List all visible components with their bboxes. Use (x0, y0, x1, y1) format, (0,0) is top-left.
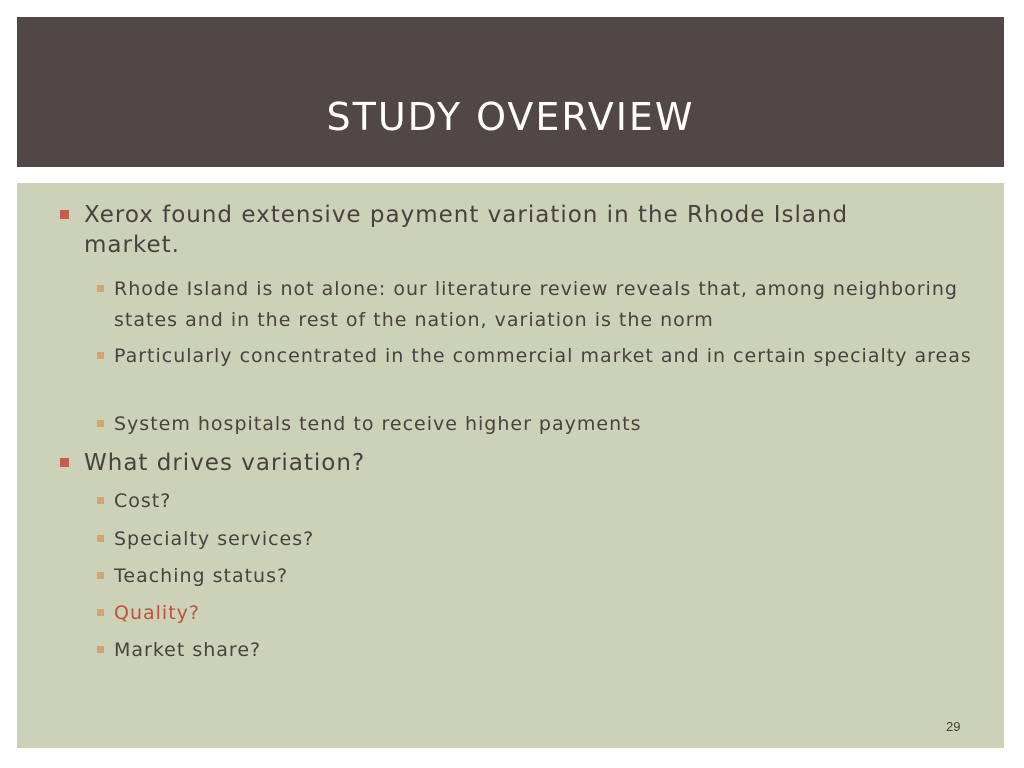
sub-bullet-cost: Cost? (114, 490, 172, 512)
sub-bullet-specialty-services: Specialty services? (114, 528, 315, 550)
bullet-xerox-finding: Xerox found extensive payment variation in the Rhode Island market. (84, 202, 849, 258)
title-bar (17, 17, 1004, 167)
sub-bullet-icon (97, 646, 104, 653)
bullet-square-icon (60, 458, 69, 467)
sub-bullet-icon (97, 497, 104, 504)
bullet-square-icon (60, 210, 69, 219)
sub-bullet-icon (97, 535, 104, 542)
sub-bullet-commercial-market: Particularly concentrated in the commercial market and in certain specialty areas (114, 345, 972, 367)
sub-bullet-market-share: Market share? (114, 639, 262, 661)
sub-bullet-icon (97, 285, 104, 292)
sub-bullet-icon (97, 609, 104, 616)
sub-bullet-icon (97, 420, 104, 427)
bullet-what-drives-variation: What drives variation? (84, 450, 366, 476)
sub-bullet-teaching-status: Teaching status? (114, 565, 289, 587)
sub-bullet-system-hospitals: System hospitals tend to receive higher payments (114, 413, 642, 435)
slide-title: STUDY OVERVIEW (326, 95, 695, 139)
sub-bullet-icon (97, 572, 104, 579)
sub-bullet-icon (97, 352, 104, 359)
page-number: 29 (946, 719, 961, 734)
sub-bullet-quality: Quality? (114, 602, 200, 624)
sub-bullet-rhode-island-not-alone: Rhode Island is not alone: our literature review reveals that, among neighboring states and in the rest of the nation, variation is the norm (114, 278, 958, 331)
